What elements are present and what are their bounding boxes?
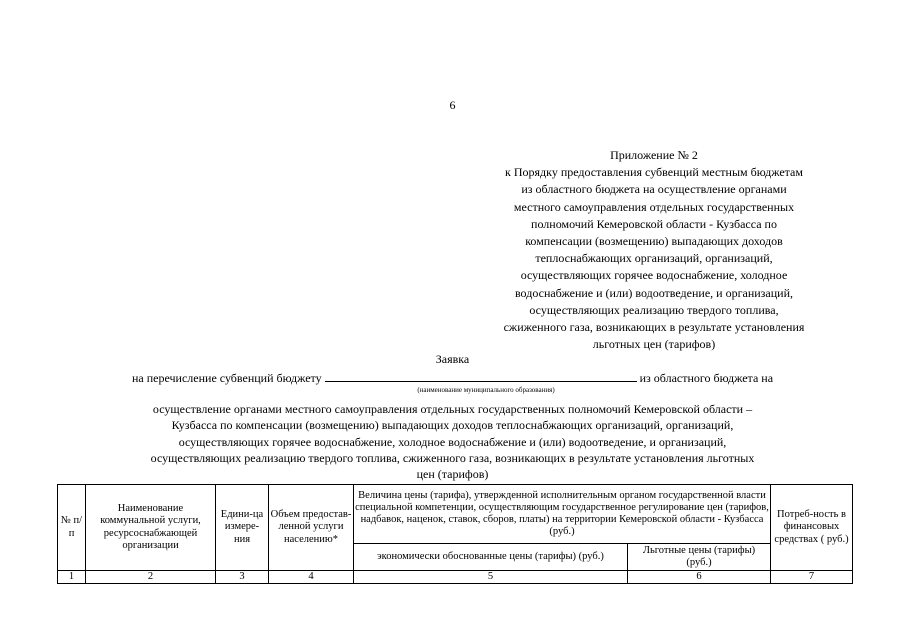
body-line: Кузбасса по компенсации (возмещению) выпадающих доходов теплоснабжающих организаций, организаций, (171, 418, 734, 433)
appendix-line: водоснабжение и (или) водоотведение, и организаций, (514, 285, 794, 300)
appendix-line: сжиженного газа, возникающих в результате установления (503, 320, 805, 335)
request-table (57, 484, 853, 584)
page-number: 6 (449, 98, 456, 112)
column-number: 6 (628, 571, 771, 584)
body-line: цен (тарифов) (416, 467, 489, 482)
appendix-line: компенсации (возмещению) выпадающих доходов (525, 234, 783, 249)
header-funding-need: Потреб-ность в финансовых средствах ( руб.) (771, 485, 853, 571)
municipality-blank (325, 370, 637, 382)
request-title: Заявка (435, 352, 470, 366)
body-line: осуществление органами местного самоуправления отдельных государственных полномочий Кемеровской области – (152, 402, 753, 416)
appendix-line: осуществляющих горячее водоснабжение, холодное (520, 268, 788, 283)
column-number: 3 (216, 571, 269, 584)
appendix-line: льготных цен (тарифов) (592, 337, 716, 352)
column-number: 5 (354, 571, 628, 584)
request-line-before: на перечисление субвенций бюджету (131, 371, 322, 385)
header-unit: Едини-ца измере-ния (216, 485, 269, 571)
appendix-line: из областного бюджета на осуществление органами (521, 182, 787, 197)
appendix-line: к Порядку предоставления субвенций местным бюджетам (505, 165, 803, 180)
column-number: 4 (269, 571, 354, 584)
request-body (60, 401, 845, 482)
header-preferential-price: Льготные цены (тарифы) (руб.) (628, 544, 771, 571)
header-service-name: Наименование коммунальной услуги, ресурсоснабжающей организации (86, 485, 216, 571)
body-line: осуществляющих реализацию твердого топлива, сжиженного газа, возникающих в результате установления льготных (150, 450, 755, 465)
appendix-line: местного самоуправления отдельных государственных (513, 199, 795, 214)
column-number: 2 (86, 571, 216, 584)
appendix-line: осуществляющих реализацию твердого топлива, (529, 302, 779, 317)
header-number: № п/п (58, 485, 86, 571)
body-line: осуществляющих горячее водоснабжение, холодное водоснабжение и (или) водоотведение, и организаций, (178, 434, 727, 449)
appendix-line: Приложение № 2 (610, 148, 698, 162)
appendix-line: теплоснабжающих организаций, организаций, (535, 251, 773, 266)
header-economic-price: экономически обоснованные цены (тарифы) (руб.) (354, 544, 628, 571)
appendix-line: полномочий Кемеровской области - Кузбасса по (531, 216, 777, 231)
header-price-group: Величина цены (тарифа), утвержденной исполнительным органом государственной власти специальной компетенции, осуществляющим государственное регулирование цен (тарифов, надбавок, наценок, ставок, сборов, платы) на территории Кемеровской области - Кузбасса (руб.) (354, 485, 771, 544)
request-line-after: из областного бюджета на (639, 371, 774, 385)
appendix-block (455, 147, 853, 353)
column-number: 7 (771, 571, 853, 584)
header-volume: Объем предостав-ленной услуги населению* (269, 485, 354, 571)
request-line (0, 370, 905, 385)
blank-hint: (наименование муниципального образования) (417, 386, 555, 394)
column-number: 1 (58, 571, 86, 584)
